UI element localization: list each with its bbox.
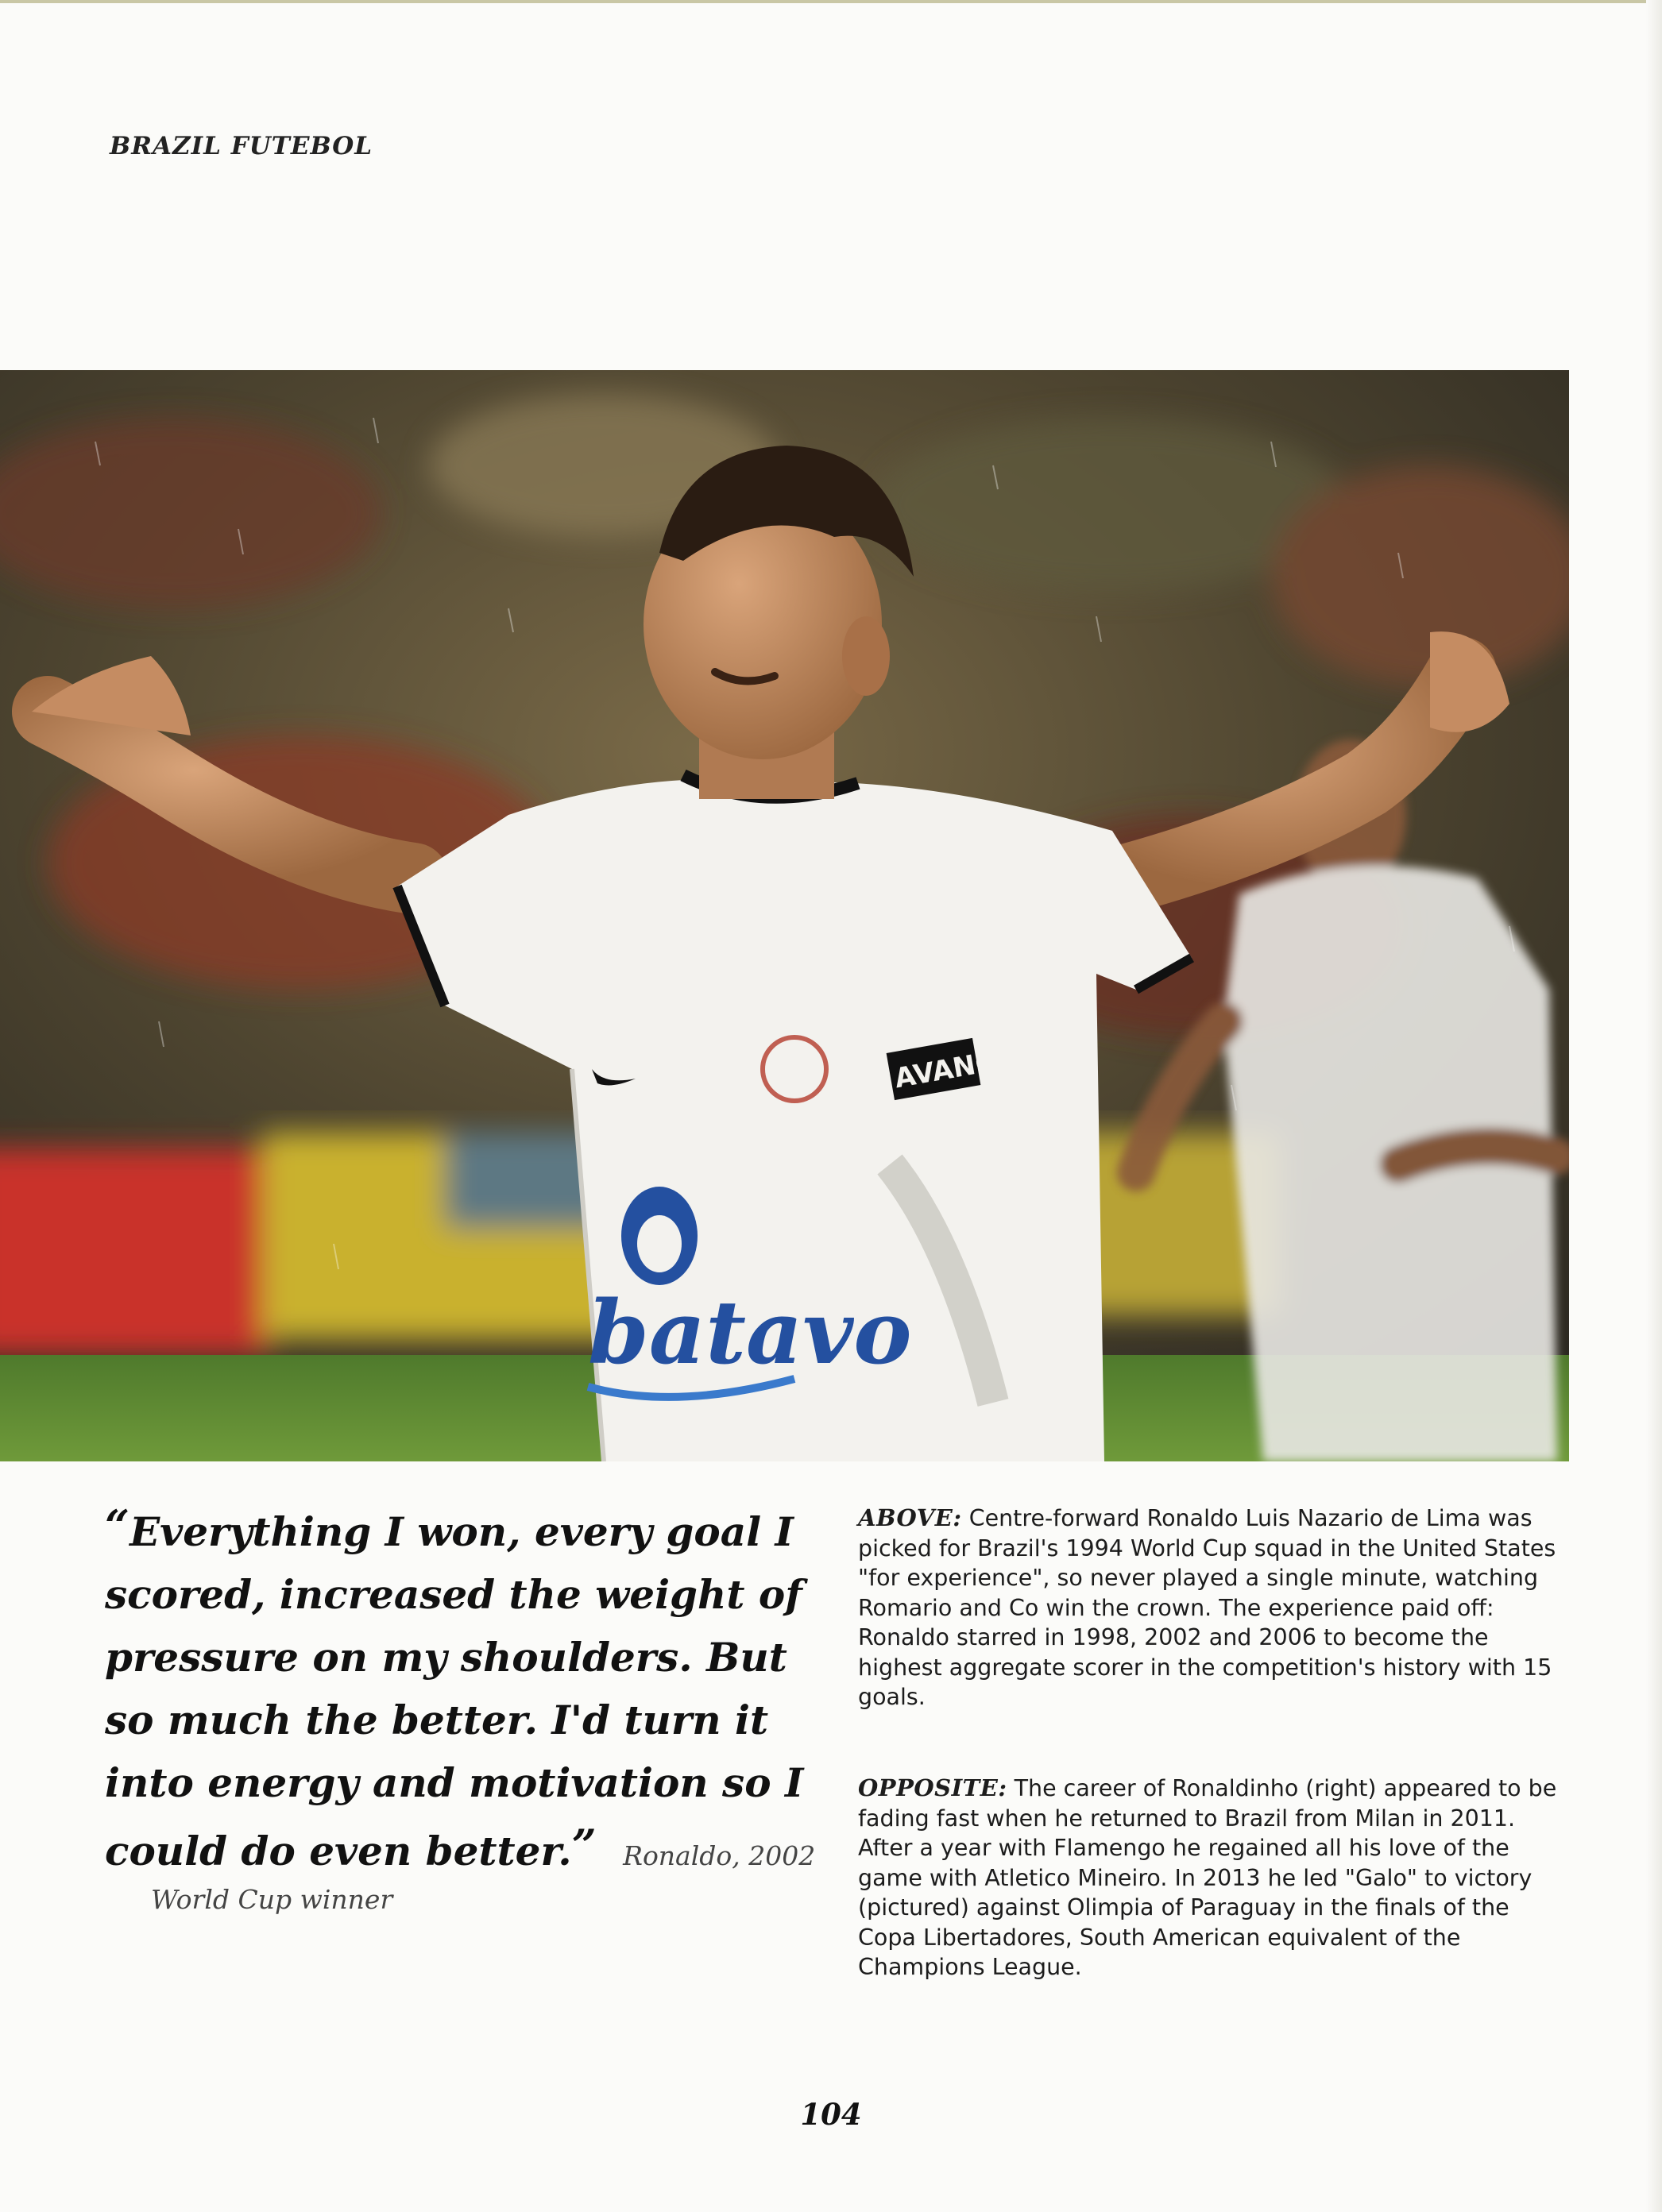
page-number: 104 [800,2097,862,2132]
caption-opposite-lead: OPPOSITE: [858,1774,1007,1801]
page-gutter-shadow [1646,0,1662,2212]
pull-quote [105,1495,820,1924]
caption-above-text: Centre-forward Ronaldo Luis Nazario de Lima was picked for Brazil's 1994 World Cup squad in the United States "for experience", so never played a single minute, watching Romario and Co win the crown. The experience paid off: Ronaldo starred in 1998, 2002 and 2006 to become the highest aggregate scorer in the competition's history with 15 goals. [858,1505,1556,1710]
footballer-celebrating-photo [0,370,1569,1461]
open-quote-mark: “ [105,1500,130,1551]
quote-attribution-title: World Cup winner [151,1884,393,1915]
top-rule [0,0,1662,3]
sponsor-logo-text: batavo [588,1281,912,1384]
quote-text: Everything I won, every goal I scored, increased the weight of pressure on my shoulders. But so much the better. I'd turn it into energy and motivation so I could do even better. [105,1508,804,1874]
sleeve-text: AVANÇ [891,1045,998,1095]
caption-opposite [858,1774,1557,1982]
running-head: BRAZIL FUTEBOL [110,132,373,160]
caption-above [858,1504,1557,1712]
caption-opposite-text: The career of Ronaldinho (right) appeared to be fading fast when he returned to Brazil from Milan in 2011. After a year with Flamengo he regained all his love of the game with Atletico Mineiro. In 2013 he led "Galo" to victory (pictured) against Olimpia of Paraguay in the finals of the Copa Libertadores, South American equivalent of the Champions League. [858,1775,1557,1980]
close-quote-mark: ” [571,1820,597,1870]
quote-attribution-name: Ronaldo, 2002 [623,1840,816,1871]
caption-above-lead: ABOVE: [858,1504,962,1531]
